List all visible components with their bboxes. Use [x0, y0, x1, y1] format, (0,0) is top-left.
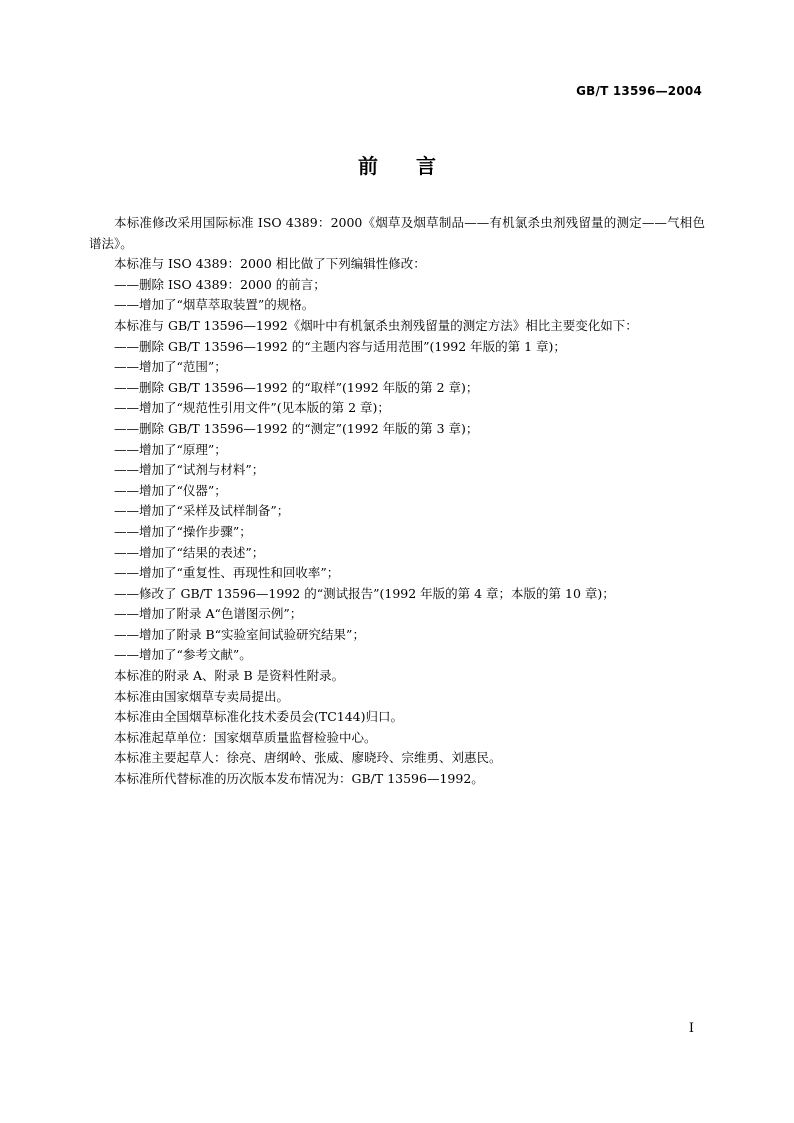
paragraph: 本标准由国家烟草专卖局提出。: [114, 688, 290, 704]
list-item: ——删除 ISO 4389：2000 的前言；: [114, 276, 326, 292]
list-item: ——增加了“重复性、再现性和回收率”；: [114, 565, 340, 581]
list-item: ——删除 GB/T 13596—1992 的“主题内容与适用范围”(1992 年版的第 1 章)；: [114, 338, 566, 354]
page-title: 前言: [358, 154, 474, 178]
paragraph: 本标准主要起草人：徐亮、唐纲岭、张威、廖晓玲、宗维勇、刘惠民。: [114, 750, 502, 766]
foreword-body: [89, 213, 705, 790]
list-item: ——增加了“仪器”；: [114, 482, 227, 498]
list-item: ——增加了“原理”；: [114, 441, 227, 457]
list-item: ——增加了“规范性引用文件”(见本版的第 2 章)；: [114, 400, 390, 416]
paragraph: 本标准修改采用国际标准 ISO 4389：2000《烟草及烟草制品——有机氯杀虫剂残留量的测定——气相色谱法》。: [89, 215, 705, 251]
paragraph: 本标准的附录 A、附录 B 是资料性附录。: [114, 668, 345, 684]
paragraph: 本标准与 GB/T 13596—1992《烟叶中有机氯杀虫剂残留量的测定方法》相比主要变化如下：: [114, 317, 638, 333]
list-item: ——增加了附录 B“实验室间试验研究结果”；: [114, 626, 365, 642]
list-item: ——修改了 GB/T 13596—1992 的“测试报告”(1992 年版的第 4 章；本版的第 10 章)；: [114, 585, 615, 601]
paragraph: 本标准所代替标准的历次版本发布情况为：GB/T 13596—1992。: [114, 771, 484, 787]
list-item: ——删除 GB/T 13596—1992 的“取样”(1992 年版的第 2 章)；: [114, 379, 479, 395]
list-item: ——增加了“结果的表述”；: [114, 544, 265, 560]
list-item: ——增加了“参考文献”。: [114, 647, 252, 663]
list-item: ——增加了“烟草萃取装置”的规格。: [114, 297, 315, 313]
list-item: ——增加了“采样及试样制备”；: [114, 503, 290, 519]
paragraph: 本标准与 ISO 4389：2000 相比做了下列编辑性修改：: [114, 256, 426, 272]
page-number: I: [688, 1021, 694, 1036]
list-item: ——删除 GB/T 13596—1992 的“测定”(1992 年版的第 3 章)；: [114, 420, 479, 436]
paragraph: 本标准起草单位：国家烟草质量监督检验中心。: [114, 729, 377, 745]
list-item: ——增加了“操作步骤”；: [114, 523, 252, 539]
list-item: ——增加了附录 A“色谱图示例”；: [114, 606, 303, 622]
list-item: ——增加了“试剂与材料”；: [114, 462, 265, 478]
paragraph: 本标准由全国烟草标准化技术委员会(TC144)归口。: [114, 709, 404, 725]
list-item: ——增加了“范围”；: [114, 359, 227, 375]
standard-code: GB/T 13596—2004: [576, 84, 702, 98]
